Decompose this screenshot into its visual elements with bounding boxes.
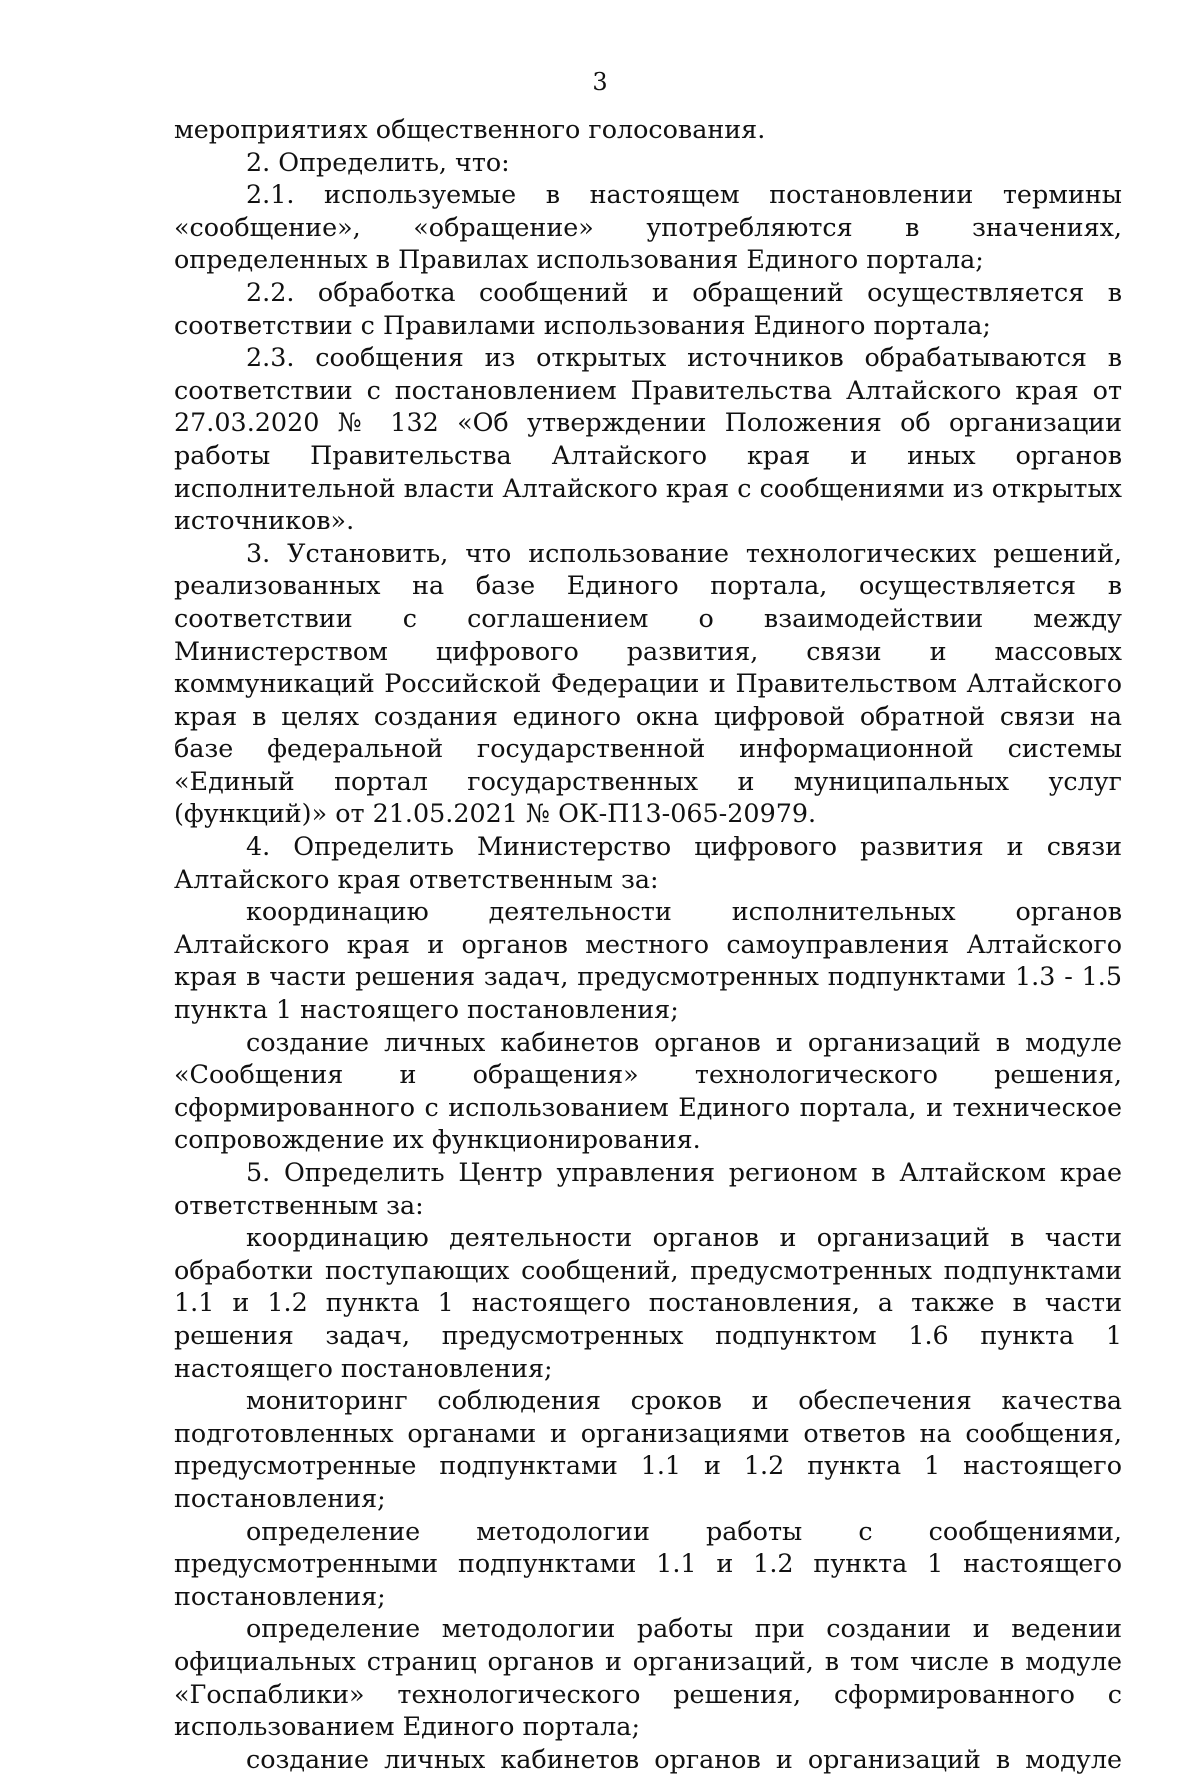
- paragraph: координацию деятельности органов и организаций в части обработки поступающих сообщений, предусмотренных подпунктами 1.1 и 1.2 пункта 1 настоящего постановления, а также в части решения задач, предусмотренных подпунктом 1.6 пункта 1 настоящего постановления;: [174, 1222, 1122, 1383]
- paragraph: создание личных кабинетов органов и организаций в модуле: [246, 1743, 1122, 1774]
- paragraph: 2.3. сообщения из открытых источников обрабатываются в соответствии с постановлением Правительства Алтайского края от 27.03.2020 № 132 «Об утверждении Положения об организации работы Правительства Алтайского края и иных органов исполнительной власти Алтайского края с сообщениями из открытых источников».: [174, 342, 1122, 536]
- paragraph: определение методологии работы при создании и ведении официальных страниц органов и организаций, в том числе в модуле «Госпаблики» технологического решения, сформированного с использованием Единого портала;: [174, 1613, 1122, 1742]
- paragraph: 2.1. используемые в настоящем постановлении термины «сообщение», «обращение» употребляются в значениях, определенных в Правилах использования Единого портала;: [174, 179, 1122, 275]
- paragraph: 5. Определить Центр управления регионом в Алтайском крае ответственным за:: [174, 1157, 1122, 1220]
- paragraph: 3. Установить, что использование технологических решений, реализованных на базе Единого портала, осуществляется в соответствии с соглашением о взаимодействии между Министерством цифрового развития, связи и массовых коммуникаций Российской Федерации и Правительством Алтайского края в целях создания единого окна цифровой обратной связи на базе федеральной государственной информационной системы «Единый портал государственных и муниципальных услуг (функций)» от 21.05.2021 № ОК-П13-065-20979.: [174, 537, 1122, 829]
- paragraph: 4. Определить Министерство цифрового развития и связи Алтайского края ответственным за:: [174, 831, 1122, 894]
- paragraph: 2.2. обработка сообщений и обращений осуществляется в соответствии с Правилами использования Единого портала;: [174, 276, 1122, 340]
- paragraph: координацию деятельности исполнительных органов Алтайского края и органов местного самоуправления Алтайского края в части решения задач, предусмотренных подпунктами 1.3 - 1.5 пункта 1 настоящего постановления;: [174, 896, 1122, 1025]
- document-body: [174, 113, 1122, 1775]
- paragraph: мониторинг соблюдения сроков и обеспечения качества подготовленных органами и организациями ответов на сообщения, предусмотренные подпунктами 1.1 и 1.2 пункта 1 настоящего постановления;: [174, 1385, 1122, 1513]
- paragraph: определение методологии работы с сообщениями, предусмотренными подпунктами 1.1 и 1.2 пункта 1 настоящего постановления;: [174, 1515, 1122, 1611]
- paragraph: мероприятиях общественного голосования.: [174, 114, 766, 144]
- paragraph: 2. Определить, что:: [246, 146, 510, 177]
- paragraph: создание личных кабинетов органов и организаций в модуле «Сообщения и обращения» технологического решения, сформированного с использованием Единого портала, и техническое сопровождение их функционирования.: [174, 1026, 1122, 1155]
- page-number: 3: [592, 68, 608, 96]
